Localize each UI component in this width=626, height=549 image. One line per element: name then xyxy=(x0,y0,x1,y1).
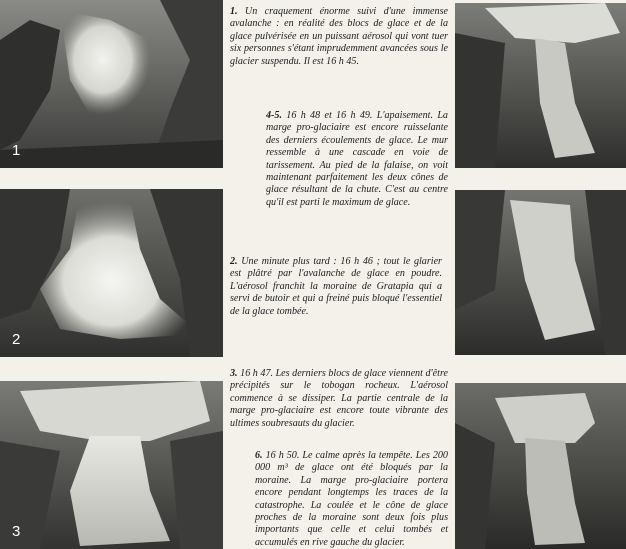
caption-1-number: 1. xyxy=(230,6,238,17)
photo-2 xyxy=(0,189,223,357)
caption-4-5 xyxy=(266,110,448,209)
caption-4-5-text: 16 h 48 et 16 h 49. L'apaisement. La marge pro-glaciaire est encore ruisselante des derniers écoulements de glace. Le mur ressemble à une cascade en voie de tarissement. Au pied de la falaise, on voit maintenant parfaitement les deux cônes de glace résultant de la chute. C'est au centre qu'il est parti le maximum de glace. xyxy=(266,110,448,208)
caption-3-text: 16 h 47. Les derniers blocs de glace viennent d'être précipités sur le tobogan rocheux. L'aérosol commence à se dissiper. La partie centrale de la marge pro-glaciaire est encore toute vibrante des ultimes soubresauts du glacier. xyxy=(230,368,448,429)
photo-3-image xyxy=(0,381,223,549)
photo-2-image xyxy=(0,189,223,357)
caption-1 xyxy=(230,6,448,68)
caption-4-5-number: 4-5. xyxy=(266,110,282,121)
caption-2-text: Une minute plus tard : 16 h 46 ; tout le glarier est plâtré par l'avalanche de glace en poudre. L'aérosol franchit la moraine de Gratapia qui a servi de butoir et qui a freiné puis bloqué l'essentiel de la glace tombée. xyxy=(230,256,442,317)
photo-5-image xyxy=(455,190,626,355)
photo-2-number: 2 xyxy=(12,331,21,348)
caption-3-number: 3. xyxy=(230,368,238,379)
photo-1 xyxy=(0,0,223,168)
photo-4-image xyxy=(455,3,626,168)
photo-1-number: 1 xyxy=(12,142,21,159)
photo-5 xyxy=(455,190,626,355)
photo-6 xyxy=(455,383,626,549)
caption-1-text: Un craquement énorme suivi d'une immense avalanche : en réalité des blocs de glace et de la glace pulvérisée en un puissant aérosol qui vont tuer six personnes s'étant imprudemment avancées sous le glacier suspendu. Il est 16 h 45. xyxy=(230,6,448,67)
photo-4 xyxy=(455,3,626,168)
photo-1-image xyxy=(0,0,223,168)
caption-6 xyxy=(255,450,448,549)
caption-3 xyxy=(230,368,448,430)
caption-6-number: 6. xyxy=(255,450,263,461)
caption-6-text: 16 h 50. Le calme après la tempête. Les 200 000 m³ de glace ont été bloqués par la moraine. La marge pro-glaciaire portera encore pendant longtemps les traces de la catastrophe. La coulée et le cône de glace proches de la moraine sont deux fois plus importants que celle et celui tombés et accumulés en rive gauche du glacier. xyxy=(255,450,448,548)
caption-2 xyxy=(230,256,442,318)
caption-2-number: 2. xyxy=(230,256,238,267)
photo-3-number: 3 xyxy=(12,523,21,540)
photo-6-image xyxy=(455,383,626,549)
photo-3 xyxy=(0,381,223,549)
